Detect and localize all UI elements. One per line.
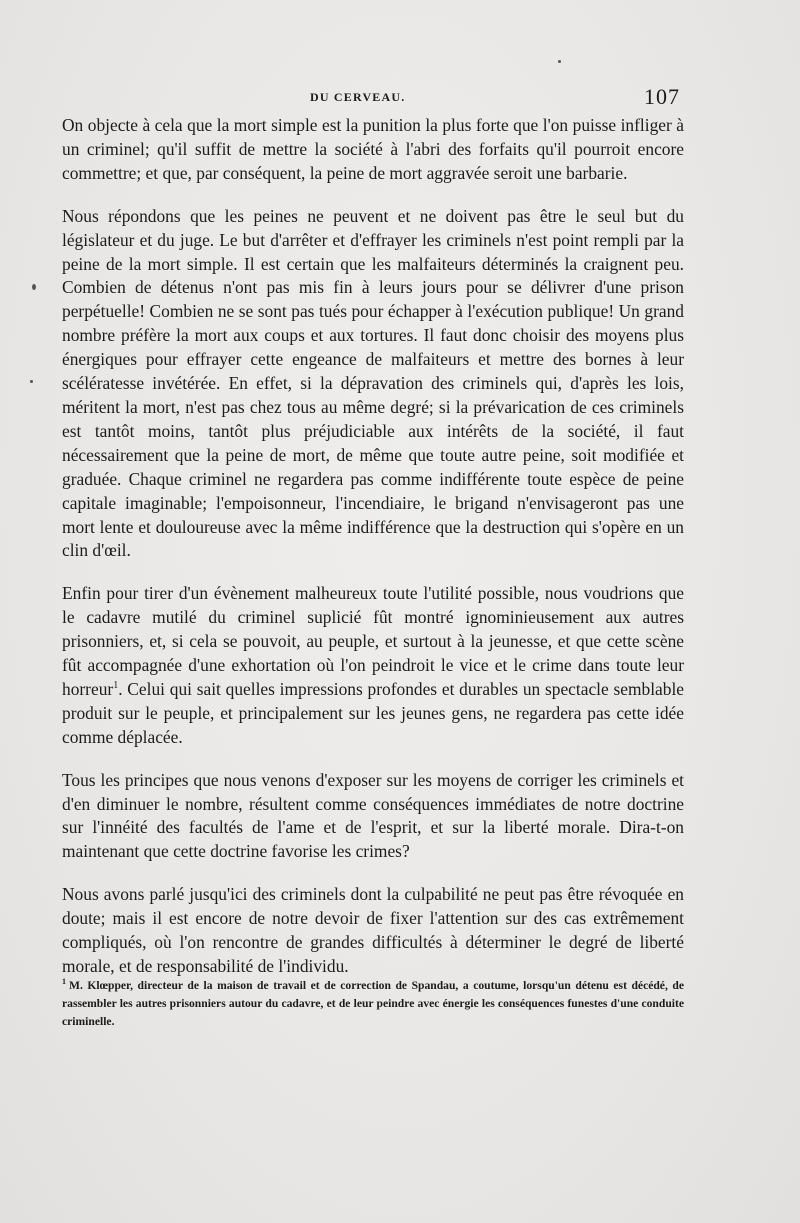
page-header [0,84,800,112]
paragraph-exhibition [62,582,684,749]
paper-speck [558,60,561,63]
footnote-text: M. Klœpper, directeur de la maison de travail et de correction de Spandau, a coutume, lorsqu'un détenu est décédé, de rassembler les autres prisonniers autour du cadavre, et de leur peindre avec énergie les conséquences funestes d'une conduite criminelle. [62,979,684,1028]
body-text [62,114,684,979]
paragraph-complicated-cases: Nous avons parlé jusqu'ici des criminels dont la culpabilité ne peut pas être révoquée en doute; mais il est encore de notre devoir de fixer l'attention sur des cas extrêmement compliqués, où l'on rencontre de grandes difficultés à déterminer le degré de liberté morale, et de responsabilité de l'individu. [62,884,684,976]
footnote-reference[interactable]: 1 [113,680,119,692]
paragraph-response: Nous répondons que les peines ne peuvent et ne doivent pas être le seul but du législateur et du juge. Le but d'arrêter et d'effrayer les criminels n'est point rempli par la peine de la mort simple. Il est certain que les malfaiteurs déterminés la craignent peu. Combien de détenus n'ont pas mis fin à leurs jours pour se délivrer d'une prison perpétuelle! Combien ne se sont pas tués pour échapper à l'exécution publique! Un grand nombre préfère la mort aux coups et aux tortures. Il faut donc choisir des moyens plus énergiques pour effrayer cette engeance de malfaiteurs et mettre des bornes à leur scélératesse invétérée. En effet, si la dépravation des criminels qui, d'après les lois, méritent la mort, n'est pas chez tous au même degré; si la prévarication de ces criminels est tantôt moins, tantôt plus préjudiciable aux intérêts de la société, il faut nécessairement que la peine de mort, de même que toute autre peine, soit modifiée et graduée. Chaque criminel ne regardera pas comme indifférente toute espèce de peine capitale imaginable; l'empoisonneur, l'incendiaire, le brigand n'envisageront pas une mort lente et douloureuse avec la même indifférence que la destruction qui s'opère en un clin d'œil. [62,205,684,561]
running-title: DU CERVEAU. [310,90,406,104]
paper-speck [30,380,33,383]
paragraph-objection: On objecte à cela que la mort simple est la punition la plus forte que l'on puisse infliger à un criminel; qu'il suffit de mettre la société à l'abri des forfaits qu'il pourroit encore commettre; et que, par conséquent, la peine de mort aggravée seroit une barbarie. [62,115,684,183]
footnote-mark: 1 [62,977,66,987]
paper-speck [32,284,36,290]
paragraph-exhibition-text-before: Enfin pour tirer d'un évènement malheureux toute l'utilité possible, nous voudrions que le cadavre mutilé du criminel suplicié fût montré ignominieusement aux autres prisonniers, et, si cela se pouvoit, au peuple, et surtout à la jeunesse, et que cette scène fût accompagnée d'une exhortation où l'on peindroit le vice et le crime dans toute leur horreur [62,583,684,699]
paragraph-principles: Tous les principes que nous venons d'exposer sur les moyens de corriger les criminels et d'en diminuer le nombre, résultent comme conséquences immédiates de notre doctrine sur l'innéité des facultés de l'ame et de l'esprit, et sur la liberté morale. Dira-t-on maintenant que cette doctrine favorise les crimes? [62,769,684,862]
footnote [62,977,684,1031]
paragraph-exhibition-text-after: . Celui qui sait quelles impressions profondes et durables un spectacle semblable produit sur le peuple, et principalement sur les jeunes gens, ne regardera pas cette idée comme déplacée. [62,678,684,747]
page-number: 107 [644,84,680,109]
